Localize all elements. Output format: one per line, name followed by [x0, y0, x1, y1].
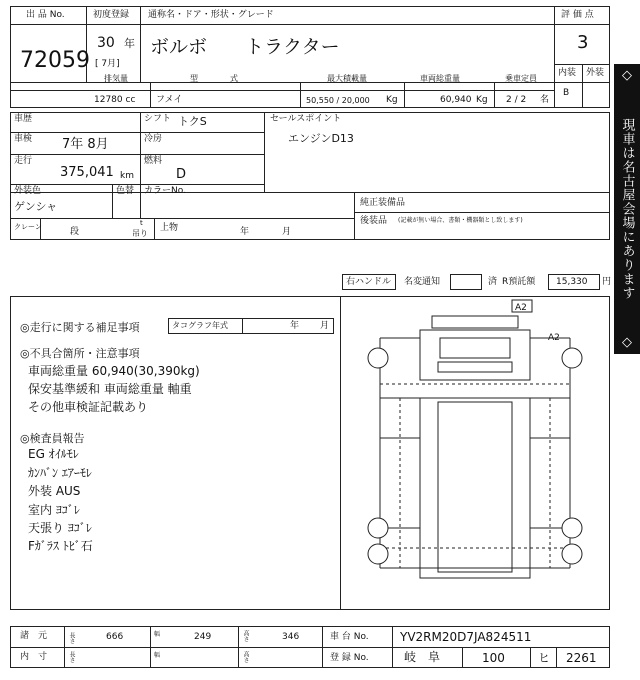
fuel-label: 燃料 — [144, 156, 163, 166]
registration-class: 100 — [482, 651, 505, 665]
gross-weight-label: 車両総重量 — [420, 74, 460, 83]
inspector-line-1: EG ｵｲﾙﾓﾚ — [28, 447, 79, 461]
inspector-title: ◎検査員報告 — [20, 432, 85, 445]
displacement-label-row: 排気量 — [104, 74, 128, 83]
max-load-value: 50,550 / 20,000 — [306, 96, 370, 105]
running-notes-title: ◎走行に関する補足事項 — [20, 321, 140, 334]
defect-line-2: 保安基準緩和 車両総重量 軸重 — [28, 382, 192, 396]
history-label: 車歴 — [14, 114, 33, 124]
first-reg-month: [ 7月] — [95, 59, 120, 69]
recycle-unit: 円 — [602, 277, 612, 287]
rhd-label: 右ハンドル — [346, 277, 392, 287]
score-label: 評 価 点 — [561, 10, 594, 20]
fuel-value: D — [176, 167, 187, 182]
max-load-unit: Kg — [386, 95, 398, 105]
ac-label: 冷房 — [144, 134, 163, 144]
inspection-label: 車検 — [14, 134, 33, 144]
shift-value: トクS — [178, 115, 207, 128]
capacity-unit: 名 — [540, 95, 550, 105]
banner-top-diamond: ◇ — [622, 68, 632, 83]
dims-label: 諸 元 — [20, 631, 48, 641]
venue-banner — [614, 64, 640, 354]
banner-text: 現車は名古屋会場にあります — [619, 118, 635, 300]
inspection-value: 7年 8月 — [62, 137, 109, 152]
inner-width-label: 幅 — [154, 652, 161, 659]
height-value: 346 — [282, 632, 300, 642]
mileage-value: 375,041 — [60, 165, 114, 180]
registration-kana: ヒ — [538, 651, 551, 665]
sales-point-label: セールスポイント — [270, 114, 342, 124]
crane-hoist: 吊り — [132, 229, 148, 238]
vehicle-name: ボルボ トラクター — [150, 36, 340, 58]
first-reg-year-unit: 年 — [124, 37, 135, 50]
capacity-value: 2 / 2 — [506, 95, 527, 105]
first-reg-year: 30 — [97, 35, 115, 51]
lot-number: 72059 — [20, 48, 90, 73]
crane-label: クレーン — [14, 223, 42, 231]
interior-label: 内装 — [558, 68, 577, 78]
inner-length-label: 長さ — [68, 651, 75, 663]
name-change-label: 名変通知 — [404, 277, 441, 287]
crane-stage: 段 — [70, 227, 80, 237]
lot-label: 出 品 No. — [26, 10, 65, 20]
registration-label: 登 録 No. — [330, 653, 369, 663]
color-code-label: カラーNo. — [144, 186, 186, 196]
inner-dims-label: 内 寸 — [20, 652, 48, 662]
interior-grade: B — [563, 88, 570, 98]
damage-mark-2: A2 — [548, 333, 560, 343]
tachograph-month: 月 — [320, 321, 330, 331]
vehicle-name-label: 通称名・ドア・形状・グレード — [148, 10, 274, 20]
score-value: 3 — [577, 32, 589, 53]
lift-year: 年 — [240, 227, 250, 237]
model-label: 型 式 — [190, 74, 238, 83]
height-label: 高さ — [242, 630, 249, 642]
aftermarket-note: (記載が無い場合、書類・機器類とし致します) — [398, 217, 523, 224]
capacity-label: 乗車定員 — [505, 74, 537, 83]
mileage-label: 走行 — [14, 156, 33, 166]
gross-weight-unit: Kg — [476, 95, 488, 105]
lift-month: 月 — [282, 227, 292, 237]
inspector-line-2: ｶﾝﾊﾞﾝ ｴｱｰﾓﾚ — [28, 466, 92, 480]
recycle-value: 15,330 — [556, 277, 588, 287]
registration-number: 2261 — [566, 651, 597, 665]
exterior-label: 外装 — [586, 68, 605, 78]
chassis-value: YV2RM20D7JA824511 — [400, 630, 532, 644]
length-value: 666 — [106, 632, 124, 642]
first-reg-label: 初度登録 — [93, 10, 130, 20]
width-label: 幅 — [154, 631, 161, 638]
exterior-color-label: 外装色 — [14, 186, 42, 196]
lift-label: 上物 — [160, 223, 179, 233]
recycle-label: R預託額 — [502, 277, 536, 287]
defect-line-3: その他車検証記載あり — [28, 400, 149, 414]
name-change-box — [450, 274, 482, 290]
tachograph-year: 年 — [290, 321, 300, 331]
width-value: 249 — [194, 632, 212, 642]
model-value: フメイ — [156, 95, 183, 105]
crane-ton-unit: t — [140, 219, 143, 227]
truck-condition-diagram — [360, 298, 590, 606]
shift-label: シフト — [144, 114, 172, 124]
inspector-line-5: 天張り ﾖｺﾞﾚ — [28, 521, 92, 535]
exterior-color-value: ゲンシャ — [14, 200, 58, 213]
registration-area: 岐 阜 — [404, 650, 441, 664]
sales-point-value: エンジンD13 — [288, 132, 354, 145]
length-label: 長さ — [68, 632, 75, 644]
displacement-value: 12780 cc — [94, 95, 136, 105]
aftermarket-label: 後装品 — [360, 216, 388, 226]
chassis-label: 車 台 No. — [330, 632, 369, 642]
max-load-label: 最大積載量 — [327, 74, 367, 83]
defect-line-1: 車両総重量 60,940(30,390kg) — [28, 364, 200, 378]
color-change-label: 色替 — [116, 186, 135, 196]
banner-bottom-diamond: ◇ — [622, 335, 632, 350]
mileage-unit: km — [120, 171, 134, 181]
gross-weight-value: 60,940 — [440, 95, 472, 105]
factory-equip-label: 純正装備品 — [360, 198, 406, 208]
damage-mark-1: A2 — [515, 303, 527, 313]
inspector-line-6: Fｶﾞﾗｽ ﾄﾋﾞ石 — [28, 539, 93, 553]
inspector-line-3: 外装 AUS — [28, 484, 81, 498]
inspector-line-4: 室内 ﾖｺﾞﾚ — [28, 503, 80, 517]
recycle-prefix: 済 — [488, 277, 498, 287]
tachograph-label: タコグラフ年式 — [172, 321, 228, 330]
inner-height-label: 高さ — [242, 651, 249, 663]
defects-title: ◎不具合箇所・注意事項 — [20, 347, 140, 360]
